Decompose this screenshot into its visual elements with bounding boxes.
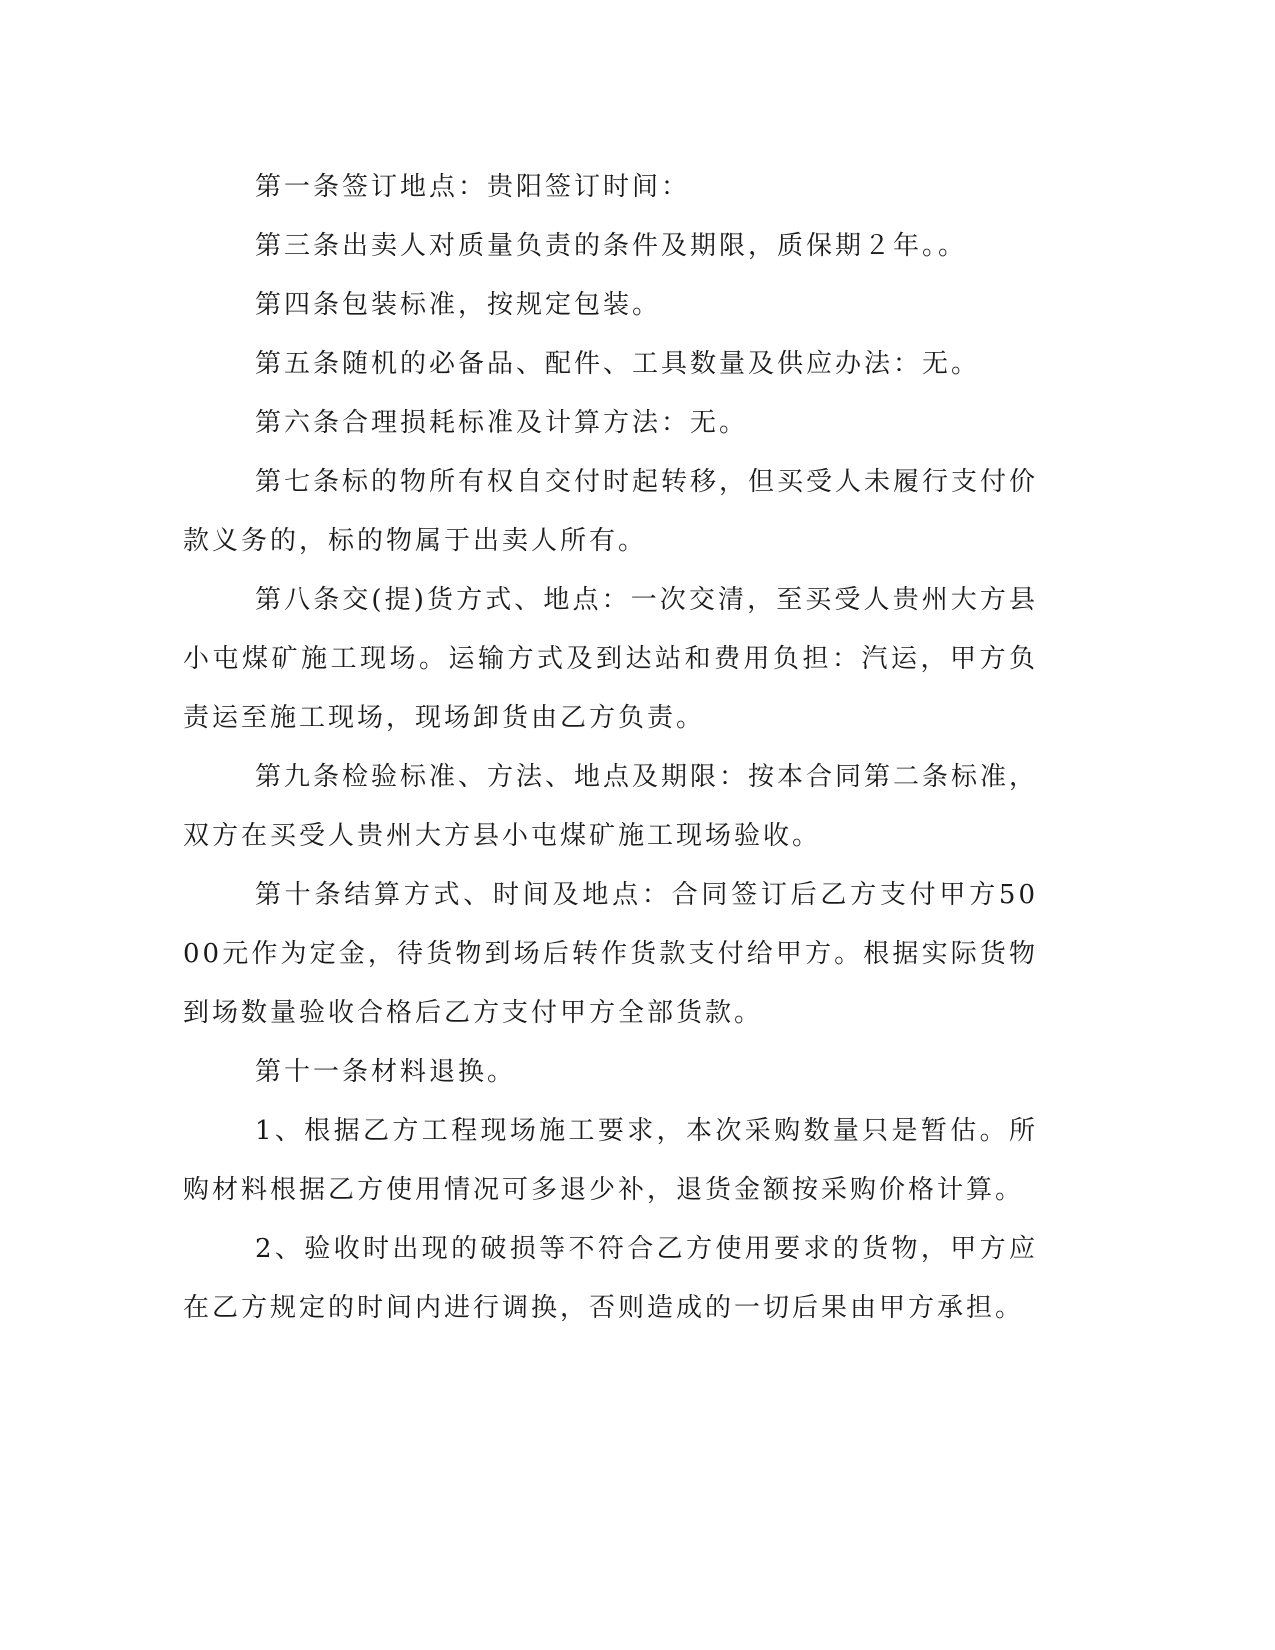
clause-signing-place: 第一条签订地点：贵阳签订时间： <box>255 172 691 202</box>
clause-loss-standard: 第六条合理损耗标准及计算方法：无。 <box>255 408 749 438</box>
clause-inspection: 第九条检验标准、方法、地点及期限：按本合同第二条标准，双方在买受人贵州大方县小屯煤矿施工现场验收。 <box>183 762 1039 851</box>
clause-material-return: 第十一条材料退换。 <box>255 1057 517 1087</box>
clause-ownership-transfer: 第七条标的物所有权自交付时起转移，但买受人未履行支付价款义务的，标的物属于出卖人所有。 <box>183 467 1039 556</box>
clause-packaging: 第四条包装标准，按规定包装。 <box>255 290 662 320</box>
clause-delivery: 第八条交(提)货方式、地点：一次交清，至买受人贵州大方县小屯煤矿施工现场。运输方式及到达站和费用负担：汽运，甲方负责运至施工现场，现场卸货由乙方负责。 <box>183 585 1038 733</box>
clause-settlement: 第十条结算方式、时间及地点：合同签订后乙方支付甲方5000元作为定金，待货物到场后转作货款支付给甲方。根据实际货物到场数量验收合格后乙方支付甲方全部货款。 <box>183 880 1038 1028</box>
clause-return-item-2: 2、验收时出现的破损等不符合乙方使用要求的货物，甲方应在乙方规定的时间内进行调换，否则造成的一切后果由甲方承担。 <box>183 1234 1038 1323</box>
clause-return-item-1: 1、根据乙方工程现场施工要求，本次采购数量只是暂估。所购材料根据乙方使用情况可多退少补，退货金额按采购价格计算。 <box>183 1116 1038 1205</box>
clause-quality-warranty: 第三条出卖人对质量负责的条件及期限，质保期２年。。 <box>255 231 968 261</box>
document-body <box>183 158 1038 1338</box>
clause-accessories: 第五条随机的必备品、配件、工具数量及供应办法：无。 <box>255 349 981 379</box>
